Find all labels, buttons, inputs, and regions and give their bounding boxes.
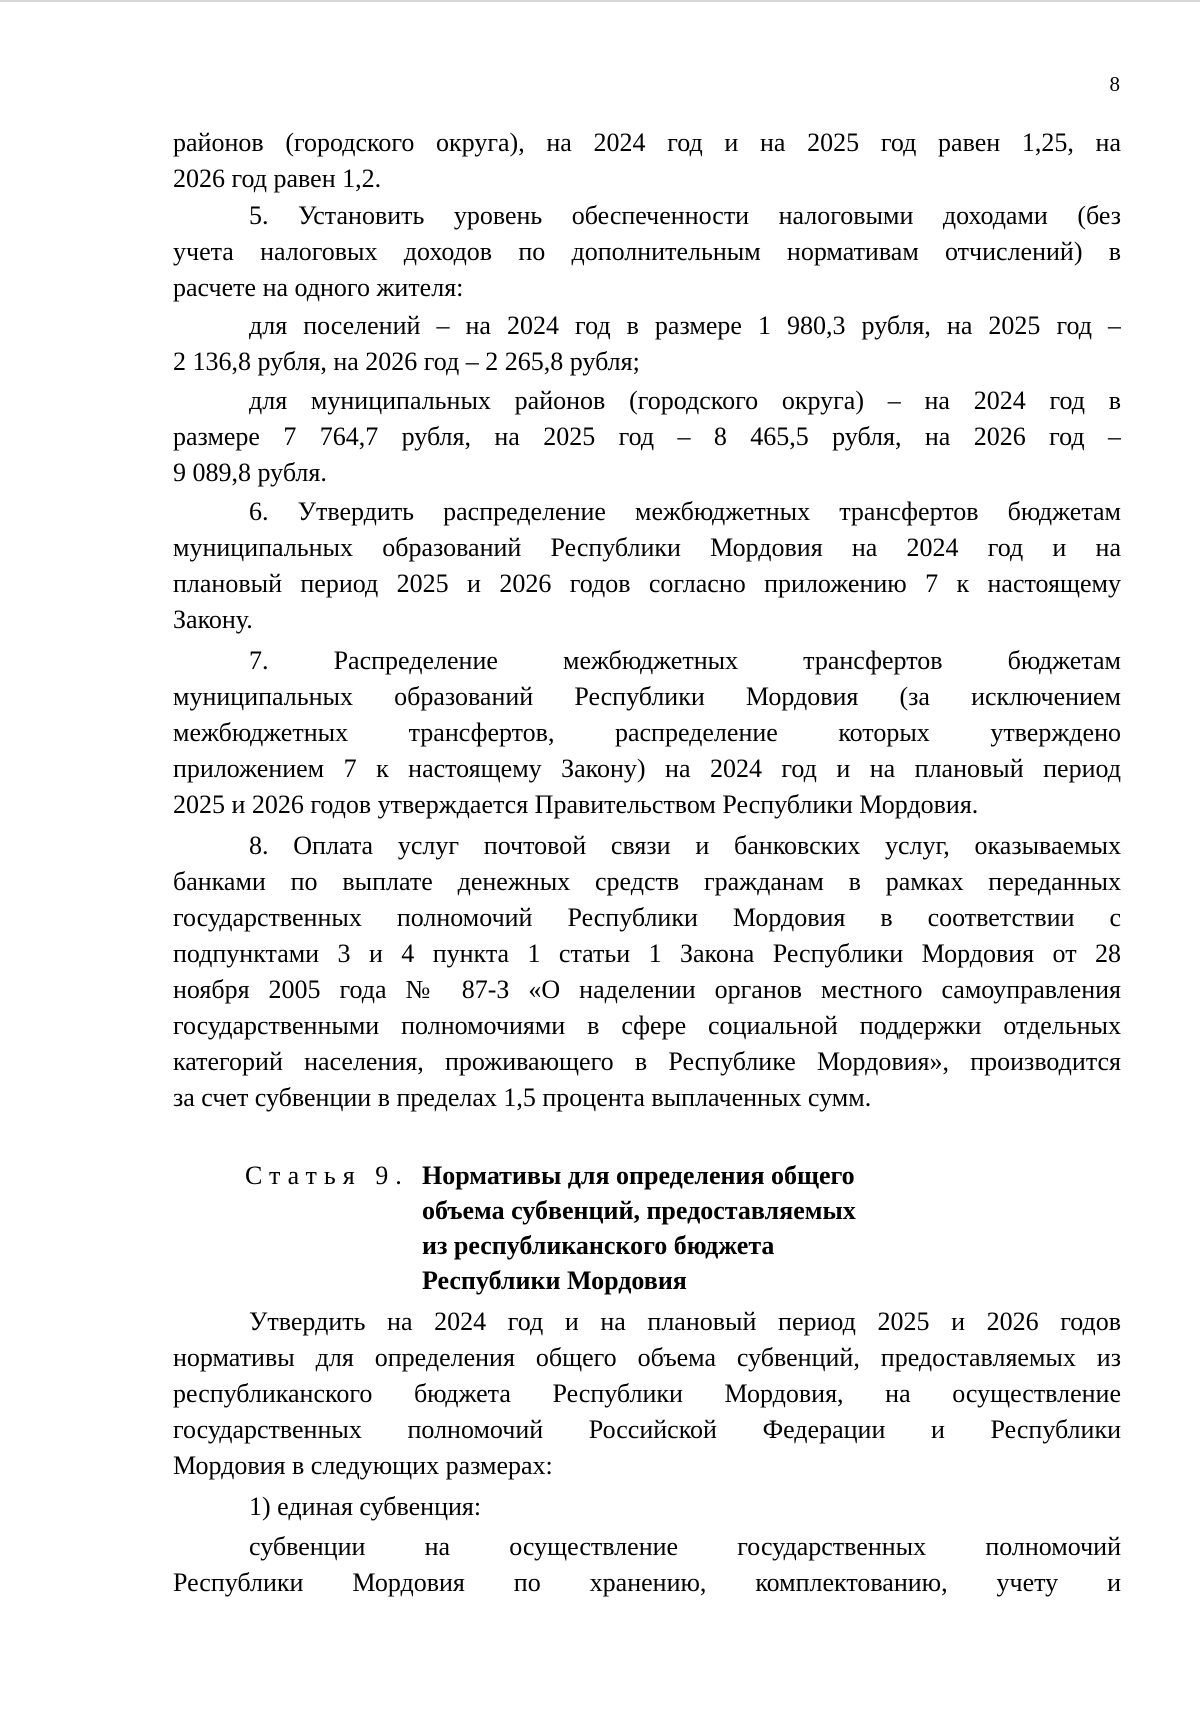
paragraph xyxy=(173,308,1121,380)
article-label: Статья 9. xyxy=(245,1161,409,1190)
text-line: муниципальных образований Республики Мордовия на 2024 год и на xyxy=(173,533,1121,562)
text-line: размере 7 764,7 рубля, на 2025 год – 8 465,5 рубля, на 2026 год – xyxy=(173,422,1121,451)
paragraph xyxy=(173,828,1121,1116)
text-line: плановый период 2025 и 2026 годов согласно приложению 7 к настоящему xyxy=(173,569,1121,598)
paragraph xyxy=(173,643,1121,823)
paragraph xyxy=(173,494,1121,638)
text-line: 9 089,8 рубля. xyxy=(173,458,327,487)
text-line: Мордовия в следующих размерах: xyxy=(173,1451,553,1480)
text-line: республиканского бюджета Республики Мордовия, на осуществление xyxy=(173,1379,1121,1408)
text-line: приложением 7 к настоящему Закону) на 2024 год и на плановый период xyxy=(173,754,1121,783)
text-line: подпунктами 3 и 4 пункта 1 статьи 1 Закона Республики Мордовия от 28 xyxy=(173,939,1121,968)
paragraph xyxy=(173,198,1121,306)
paragraph xyxy=(173,1529,1121,1601)
article-title-line: Нормативы для определения общего xyxy=(422,1161,855,1190)
text-line: 8. Оплата услуг почтовой связи и банковских услуг, оказываемых xyxy=(249,831,1121,860)
text-line: нормативы для определения общего объема субвенций, предоставляемых из xyxy=(173,1343,1121,1372)
text-line: государственными полномочиями в сфере социальной поддержки отдельных xyxy=(173,1011,1121,1040)
text-line: 5. Установить уровень обеспеченности налоговыми доходами (без xyxy=(249,201,1121,230)
text-line: субвенции на осуществление государственных полномочий xyxy=(249,1532,1121,1561)
text-line: учета налоговых доходов по дополнительным нормативам отчислений) в xyxy=(173,237,1121,266)
text-line: 2025 и 2026 годов утверждается Правительством Республики Мордовия. xyxy=(173,790,979,819)
text-line: государственных полномочий Российской Федерации и Республики xyxy=(173,1415,1121,1444)
text-line: 2 136,8 рубля, на 2026 год – 2 265,8 рубля; xyxy=(173,347,640,376)
article-title xyxy=(422,1158,942,1298)
text-line: для поселений – на 2024 год в размере 1 980,3 рубля, на 2025 год – xyxy=(249,311,1121,340)
text-line: Закону. xyxy=(173,605,253,634)
paragraph xyxy=(173,383,1121,491)
text-line: 1) единая субвенция: xyxy=(249,1492,482,1521)
text-line: Утвердить на 2024 год и на плановый период 2025 и 2026 годов xyxy=(249,1307,1121,1336)
text-line: категорий населения, проживающего в Республике Мордовия», производится xyxy=(173,1047,1121,1076)
text-line: 7. Распределение межбюджетных трансфертов бюджетам xyxy=(249,646,1121,675)
page-number: 8 xyxy=(1109,72,1120,96)
paragraph xyxy=(173,1304,1121,1484)
scan-edge xyxy=(0,0,1200,2)
text-line: ноября 2005 года № 87-З «О наделении органов местного самоуправления xyxy=(173,975,1121,1004)
text-line: государственных полномочий Республики Мордовия в соответствии с xyxy=(173,903,1121,932)
text-line: межбюджетных трансфертов, распределение которых утверждено xyxy=(173,718,1121,747)
article-title-line: из республиканского бюджета xyxy=(422,1231,775,1260)
text-line: для муниципальных районов (городского округа) – на 2024 год в xyxy=(249,386,1121,415)
article-title-line: объема субвенций, предоставляемых xyxy=(422,1196,856,1225)
paragraph xyxy=(173,125,1121,197)
text-line: 2026 год равен 1,2. xyxy=(173,164,382,193)
text-line: расчете на одного жителя: xyxy=(173,273,464,302)
text-line: 6. Утвердить распределение межбюджетных трансфертов бюджетам xyxy=(249,497,1121,526)
article-title-line: Республики Мордовия xyxy=(422,1266,687,1295)
text-line: банками по выплате денежных средств гражданам в рамках переданных xyxy=(173,867,1121,896)
text-line: за счет субвенции в пределах 1,5 процента выплаченных сумм. xyxy=(173,1083,872,1112)
text-line: Республики Мордовия по хранению, комплектованию, учету и xyxy=(173,1568,1121,1597)
paragraph xyxy=(173,1489,1121,1525)
text-line: муниципальных образований Республики Мордовия (за исключением xyxy=(173,682,1121,711)
text-line: районов (городского округа), на 2024 год и на 2025 год равен 1,25, на xyxy=(173,128,1121,157)
